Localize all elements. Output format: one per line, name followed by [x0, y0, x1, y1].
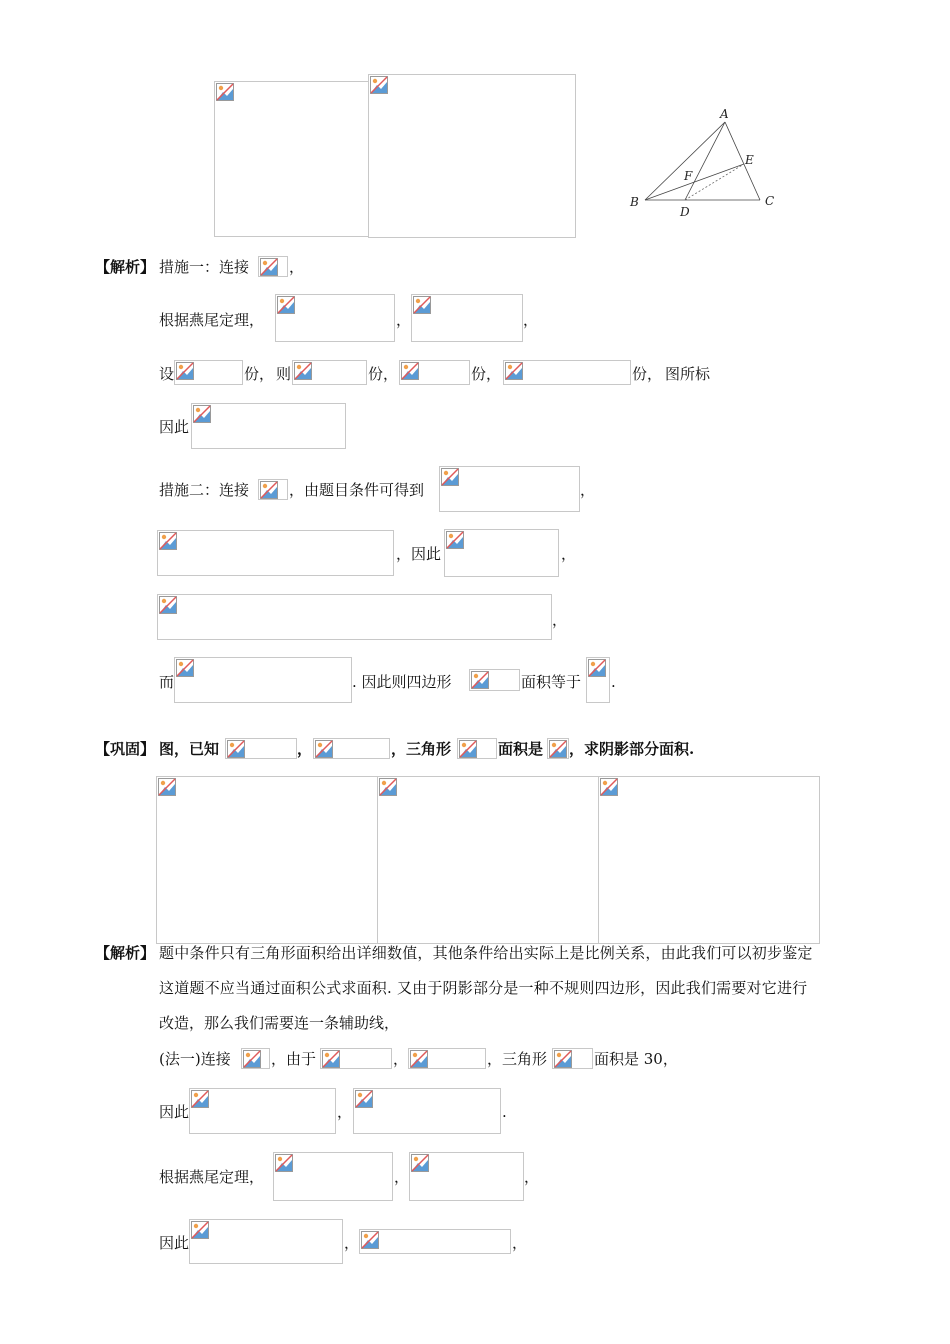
formula-image: [174, 657, 352, 703]
figure-image-3: [156, 776, 378, 944]
formula-image: [157, 530, 394, 576]
since-text: ，由于: [271, 1050, 317, 1068]
formula-image: [189, 1088, 336, 1134]
comma-text: ，: [552, 611, 568, 629]
area-is-text: 面积是: [498, 740, 544, 758]
and-text: 而: [159, 673, 175, 691]
solution-line-3: 改造，那么我们需要连一条辅助线，: [159, 1014, 400, 1032]
broken-image-icon: [379, 778, 397, 796]
area-equals-text: 面积等于: [521, 673, 582, 691]
broken-image-icon: [413, 296, 431, 314]
broken-image-icon: [322, 1050, 340, 1068]
broken-image-icon: [471, 671, 489, 689]
formula-image: [408, 1048, 486, 1069]
formula-image: [225, 738, 297, 759]
broken-image-icon: [193, 405, 211, 423]
therefore-text: 因此: [159, 418, 190, 436]
conclude-text: . 因此则四边形: [352, 673, 452, 691]
period-text: .: [611, 673, 616, 691]
label-B: B: [630, 195, 639, 209]
comma-text: ，: [393, 1050, 409, 1068]
figure-image-5: [598, 776, 820, 944]
broken-image-icon: [260, 258, 278, 276]
label-F: F: [684, 169, 693, 183]
therefore-text: ，因此: [396, 545, 442, 563]
broken-image-icon: [216, 83, 234, 101]
formula-image: [439, 466, 580, 512]
formula-image: [547, 738, 569, 759]
method1-text: (法一)连接: [159, 1050, 231, 1068]
formula-image: [320, 1048, 392, 1069]
broken-image-icon: [227, 740, 245, 758]
triangle-text: ，三角形: [487, 1050, 548, 1068]
broken-image-icon: [158, 778, 176, 796]
formula-image: [399, 360, 470, 385]
formula-image: [457, 738, 497, 759]
then-text: 则: [276, 365, 292, 383]
formula-image: [292, 360, 367, 385]
broken-image-icon: [554, 1050, 572, 1068]
solution-tag: 【解析】: [95, 258, 156, 276]
formula-image: [409, 1152, 524, 1201]
triangle-text: ，三角形: [391, 740, 452, 758]
comma-text: ，: [344, 1234, 360, 1252]
broken-image-icon: [277, 296, 295, 314]
broken-image-icon: [361, 1231, 379, 1249]
let-text: 设: [159, 365, 175, 383]
period-text: .: [502, 1103, 507, 1121]
formula-image: [258, 479, 288, 500]
broken-image-icon: [446, 531, 464, 549]
solution-line-1: 题中条件只有三角形面积给出详细数值，其他条件给出实际上是比例关系，由此我们可以初步鉴定: [159, 944, 813, 962]
ask-text: ，求阴影部分面积.: [569, 740, 695, 758]
broken-image-icon: [370, 76, 388, 94]
comma-text: ，: [523, 311, 539, 329]
broken-image-icon: [243, 1050, 261, 1068]
method1-text: 措施一：连接: [159, 258, 250, 276]
fen-text: 份，: [244, 365, 275, 383]
comma-text: ，: [289, 258, 305, 276]
broken-image-icon: [505, 362, 523, 380]
fen-text: 份，: [471, 365, 502, 383]
formula-image: [189, 1219, 343, 1264]
method2-text: 措施二：连接: [159, 481, 250, 499]
formula-image: [469, 669, 520, 691]
comma-text: ，: [337, 1103, 353, 1121]
broken-image-icon: [401, 362, 419, 380]
comma-text: ，: [512, 1234, 528, 1252]
area-is-text: 面积是 30，: [594, 1050, 678, 1068]
formula-image: [241, 1048, 270, 1069]
formula-image: [174, 360, 243, 385]
by-theorem-text: 根据燕尾定理，: [159, 1168, 265, 1186]
formula-image: [275, 294, 395, 342]
solution-tag: 【解析】: [95, 944, 156, 962]
comma-text: ，: [580, 481, 596, 499]
label-C: C: [765, 194, 775, 208]
figure-image-2: [368, 74, 576, 238]
broken-image-icon: [315, 740, 333, 758]
comma-text: ，: [561, 545, 577, 563]
fig-marked-text: 图所标: [665, 365, 711, 383]
formula-image: [313, 738, 390, 759]
broken-image-icon: [355, 1090, 373, 1108]
broken-image-icon: [275, 1154, 293, 1172]
broken-image-icon: [159, 532, 177, 550]
formula-image: [191, 403, 346, 449]
comma-text: ，: [396, 311, 412, 329]
broken-image-icon: [459, 740, 477, 758]
comma-text: ，: [394, 1168, 410, 1186]
formula-image: [359, 1229, 511, 1254]
formula-image: [353, 1088, 501, 1134]
broken-image-icon: [191, 1221, 209, 1239]
therefore-text: 因此: [159, 1103, 190, 1121]
label-D: D: [680, 205, 690, 219]
broken-image-icon: [410, 1050, 428, 1068]
therefore-text: 因此: [159, 1234, 190, 1252]
broken-image-icon: [191, 1090, 209, 1108]
formula-image: [258, 256, 288, 277]
from-condition-text: ，由题目条件可得到: [289, 481, 425, 499]
formula-image: [411, 294, 523, 342]
fen-text: 份，: [368, 365, 399, 383]
broken-image-icon: [549, 740, 567, 758]
figure-image-4: [377, 776, 600, 944]
comma-text: ，: [524, 1168, 540, 1186]
broken-image-icon: [260, 481, 278, 499]
practice-tag: 【巩固】: [95, 740, 156, 758]
fen-text: 份，: [632, 365, 663, 383]
formula-image: [444, 529, 559, 577]
broken-image-icon: [600, 778, 618, 796]
broken-image-icon: [441, 468, 459, 486]
formula-image: [586, 657, 610, 703]
broken-image-icon: [176, 362, 194, 380]
triangle-diagram: [620, 100, 790, 220]
label-A: A: [720, 107, 729, 121]
broken-image-icon: [588, 659, 606, 677]
broken-image-icon: [159, 596, 177, 614]
label-E: E: [745, 153, 754, 167]
formula-image: [157, 594, 552, 640]
formula-image: [273, 1152, 393, 1201]
comma-text: ，: [297, 740, 313, 758]
broken-image-icon: [411, 1154, 429, 1172]
broken-image-icon: [176, 659, 194, 677]
formula-image: [552, 1048, 593, 1069]
formula-image: [503, 360, 631, 385]
broken-image-icon: [294, 362, 312, 380]
figure-image-1: [214, 81, 370, 237]
solution-line-2: 这道题不应当通过面积公式求面积. 又由于阴影部分是一种不规则四边形，因此我们需要对它进行: [159, 979, 808, 997]
practice-intro: 图，已知: [159, 740, 220, 758]
by-theorem-text: 根据燕尾定理，: [159, 311, 265, 329]
